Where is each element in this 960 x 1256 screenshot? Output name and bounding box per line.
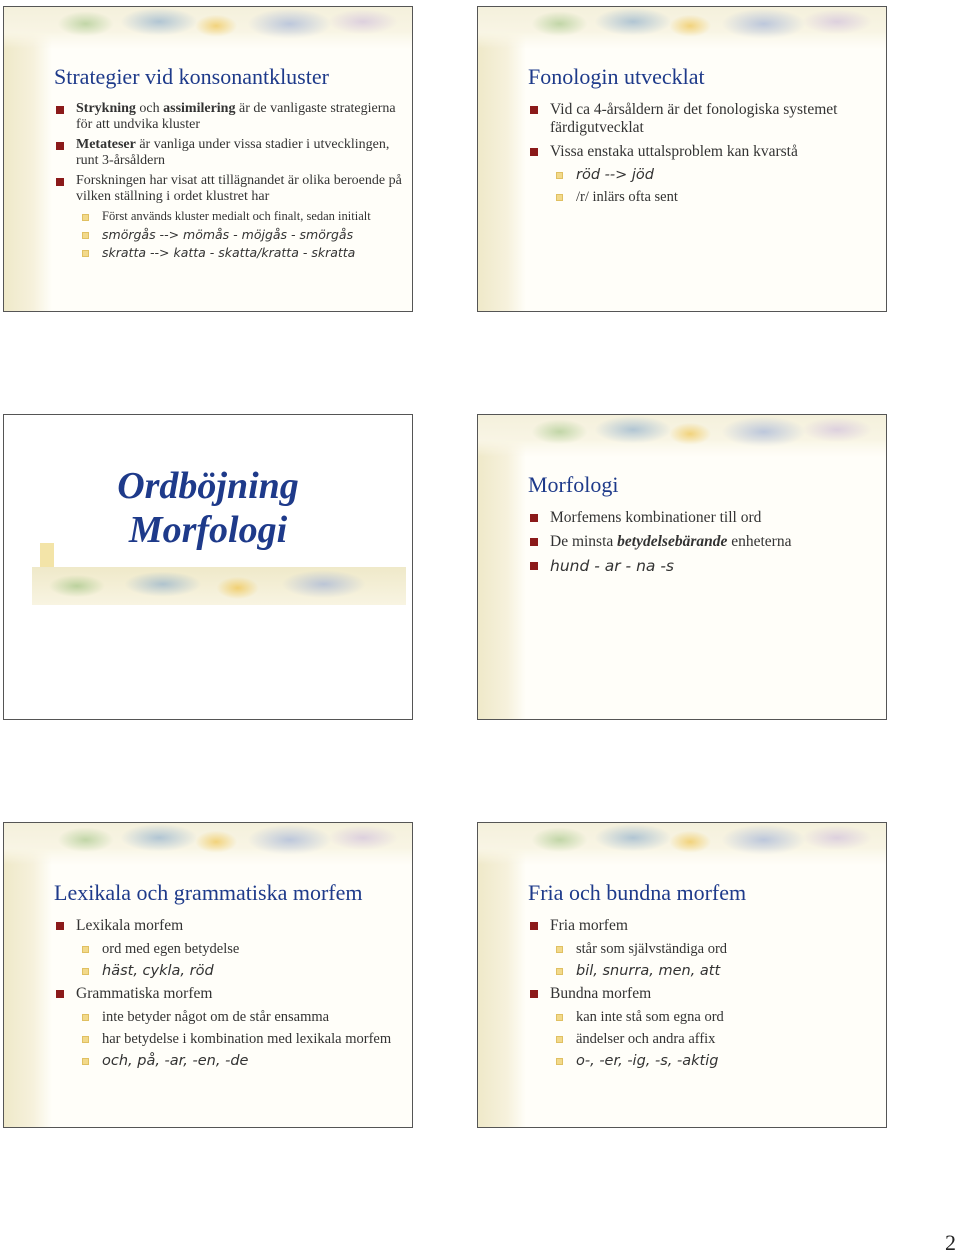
list-item: De minsta betydelsebärande enheterna [528,533,876,551]
list-item: Grammatiska morfem [54,985,402,1003]
floral-decoration [4,7,412,49]
slide-title: Strategier vid konsonantkluster [54,64,329,89]
list-item: Fria morfem [528,917,876,935]
list-subitem: har betydelse i kombination med lexikala morfem [54,1031,402,1048]
list-item: Forskningen har visat att tillägnandet är olika beroende på vilken ställning i ordet klustret har [54,173,402,205]
list-item: Morfemens kombinationer till ord [528,509,876,527]
slide-title: Morfologi [528,472,619,497]
list-subitem: inte betyder något om de står ensamma [54,1009,402,1026]
list-item: Vissa enstaka uttalsproblem kan kvarstå [528,143,876,161]
list-subitem: ändelser och andra affix [528,1031,876,1048]
slide-title: Fria och bundna morfem [528,880,747,905]
bullet-list [54,917,402,1070]
bullet-list [54,101,402,260]
floral-decoration [478,415,886,457]
list-subitem: röd --> jöd [528,167,876,184]
list-item: Vid ca 4-årsåldern är det fonologiska systemet färdigutvecklat [528,101,876,137]
list-subitem: och, på, -ar, -en, -de [54,1053,402,1070]
floral-decoration [4,823,52,1127]
list-subitem: häst, cykla, röd [54,963,402,980]
slide-content [54,65,402,305]
slide-lexikala [3,822,413,1128]
list-subitem: smörgås --> mömås - möjgås - smörgås [54,227,402,242]
list-item: Strykning och assimilering är de vanligaste strategierna för att undvika kluster [54,101,402,133]
floral-decoration [478,823,526,1127]
slide-content [528,65,876,305]
list-item: Bundna morfem [528,985,876,1003]
slide-fria-bundna [477,822,887,1128]
list-subitem: bil, snurra, men, att [528,963,876,980]
bullet-list [528,917,876,1070]
list-subitem: o-, -er, -ig, -s, -aktig [528,1053,876,1070]
floral-decoration [32,567,406,605]
slide-strategier [3,6,413,312]
list-subitem: ord med egen betydelse [54,941,402,958]
slide-title: Lexikala och grammatiska morfem [54,880,363,905]
list-subitem: kan inte stå som egna ord [528,1009,876,1026]
list-subitem: Först används kluster medialt och finalt, sedan initialt [54,209,402,224]
list-subitem: skratta --> katta - skatta/kratta - skratta [54,245,402,260]
section-title-line: Morfologi [128,508,288,551]
floral-decoration [4,823,412,865]
slide-title: Fonologin utvecklat [528,64,705,89]
floral-decoration [4,7,52,311]
slide-content [528,473,876,713]
page-number: 2 [945,1230,956,1255]
bullet-list [528,509,876,575]
floral-decoration [478,415,526,719]
section-title [4,465,412,552]
list-subitem: /r/ inlärs ofta sent [528,189,876,206]
floral-decoration [478,7,886,49]
list-item: Metateser är vanliga under vissa stadier i utvecklingen, runt 3-årsåldern [54,137,402,169]
floral-decoration [478,7,526,311]
slide-content [54,881,402,1121]
list-item: Lexikala morfem [54,917,402,935]
bullet-list [528,101,876,206]
slide-fonologin [477,6,887,312]
list-subitem: står som självständiga ord [528,941,876,958]
list-item: hund - ar - na -s [528,557,876,575]
slide-morfologi [477,414,887,720]
section-title-line: Ordböjning [117,465,299,507]
slide-content [528,881,876,1121]
slide-section-title [3,414,413,720]
floral-decoration [478,823,886,865]
